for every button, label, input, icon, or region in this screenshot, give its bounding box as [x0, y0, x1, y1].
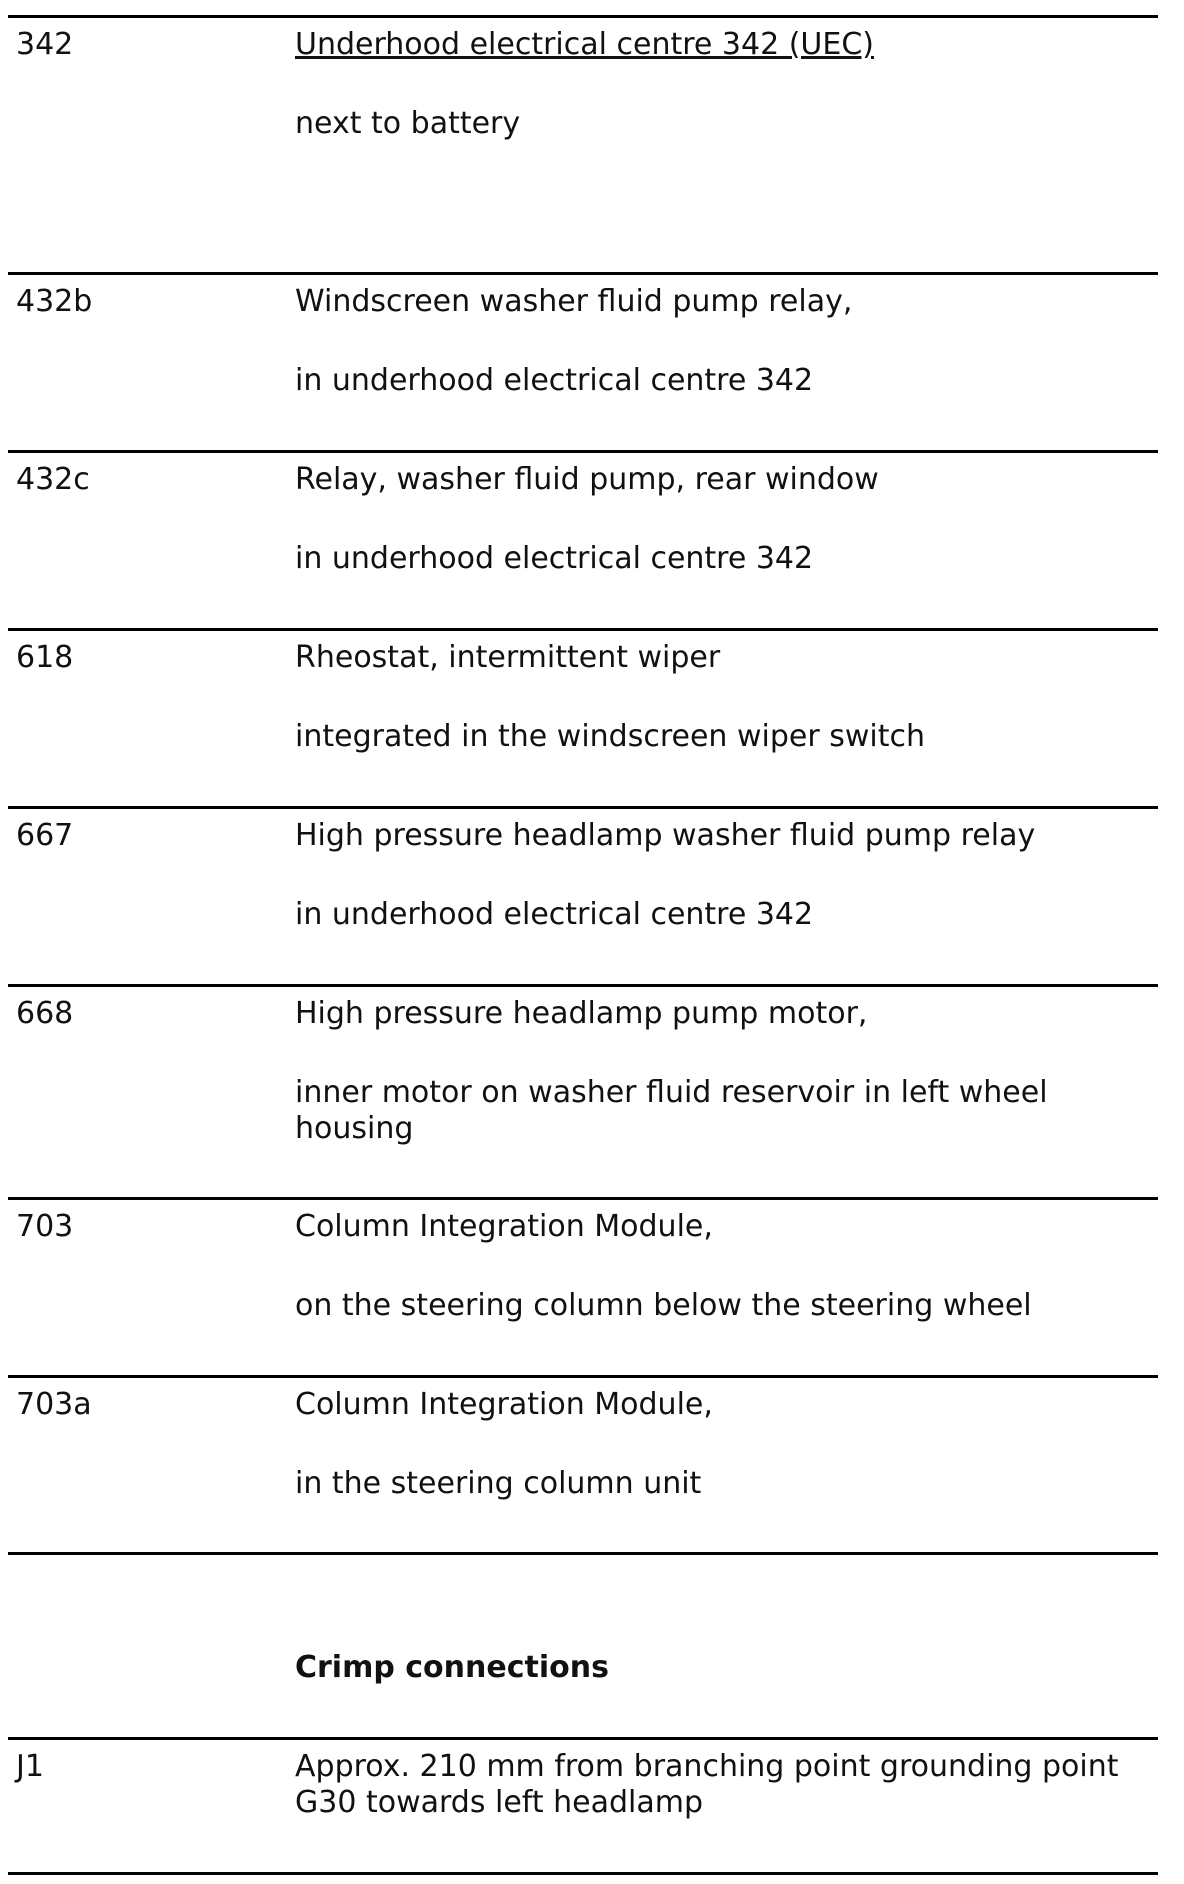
row-divider — [8, 984, 1158, 987]
row-divider — [8, 15, 1158, 18]
row-divider — [8, 1737, 1158, 1740]
component-location: inner motor on washer fluid reservoir in left wheel housing — [295, 1075, 1048, 1146]
component-location: in underhood electrical centre 342 — [295, 541, 814, 576]
row-divider — [8, 1872, 1158, 1875]
component-code: 703a — [16, 1387, 92, 1422]
component-code: 432c — [16, 462, 90, 497]
component-title: Column Integration Module, — [295, 1209, 713, 1244]
component-code: 668 — [16, 996, 74, 1031]
crimp-code: J1 — [16, 1749, 44, 1784]
component-location: in the steering column unit — [295, 1466, 702, 1501]
row-divider — [8, 628, 1158, 631]
row-divider — [8, 1375, 1158, 1378]
component-location: on the steering column below the steering wheel — [295, 1288, 1032, 1323]
row-divider — [8, 1197, 1158, 1200]
component-title: High pressure headlamp pump motor, — [295, 996, 868, 1031]
component-code: 342 — [16, 27, 74, 62]
row-divider — [8, 1552, 1158, 1555]
component-code: 703 — [16, 1209, 74, 1244]
row-divider — [8, 806, 1158, 809]
row-divider — [8, 450, 1158, 453]
component-location: next to battery — [295, 106, 521, 141]
component-title: Rheostat, intermittent wiper — [295, 640, 721, 675]
component-location: in underhood electrical centre 342 — [295, 897, 814, 932]
component-title: Underhood electrical centre 342 (UEC) — [295, 27, 874, 62]
component-title: Relay, washer fluid pump, rear window — [295, 462, 879, 497]
component-title: High pressure headlamp washer fluid pump relay — [295, 818, 1036, 853]
component-location: in underhood electrical centre 342 — [295, 363, 814, 398]
row-divider — [8, 272, 1158, 275]
component-code: 667 — [16, 818, 74, 853]
component-location: integrated in the windscreen wiper switch — [295, 719, 925, 754]
crimp-description: Approx. 210 mm from branching point grounding point G30 towards left headlamp — [295, 1749, 1119, 1820]
component-code: 618 — [16, 640, 74, 675]
section-heading: Crimp connections — [295, 1650, 609, 1685]
component-title: Windscreen washer fluid pump relay, — [295, 284, 853, 319]
component-title: Column Integration Module, — [295, 1387, 713, 1422]
component-code: 432b — [16, 284, 93, 319]
